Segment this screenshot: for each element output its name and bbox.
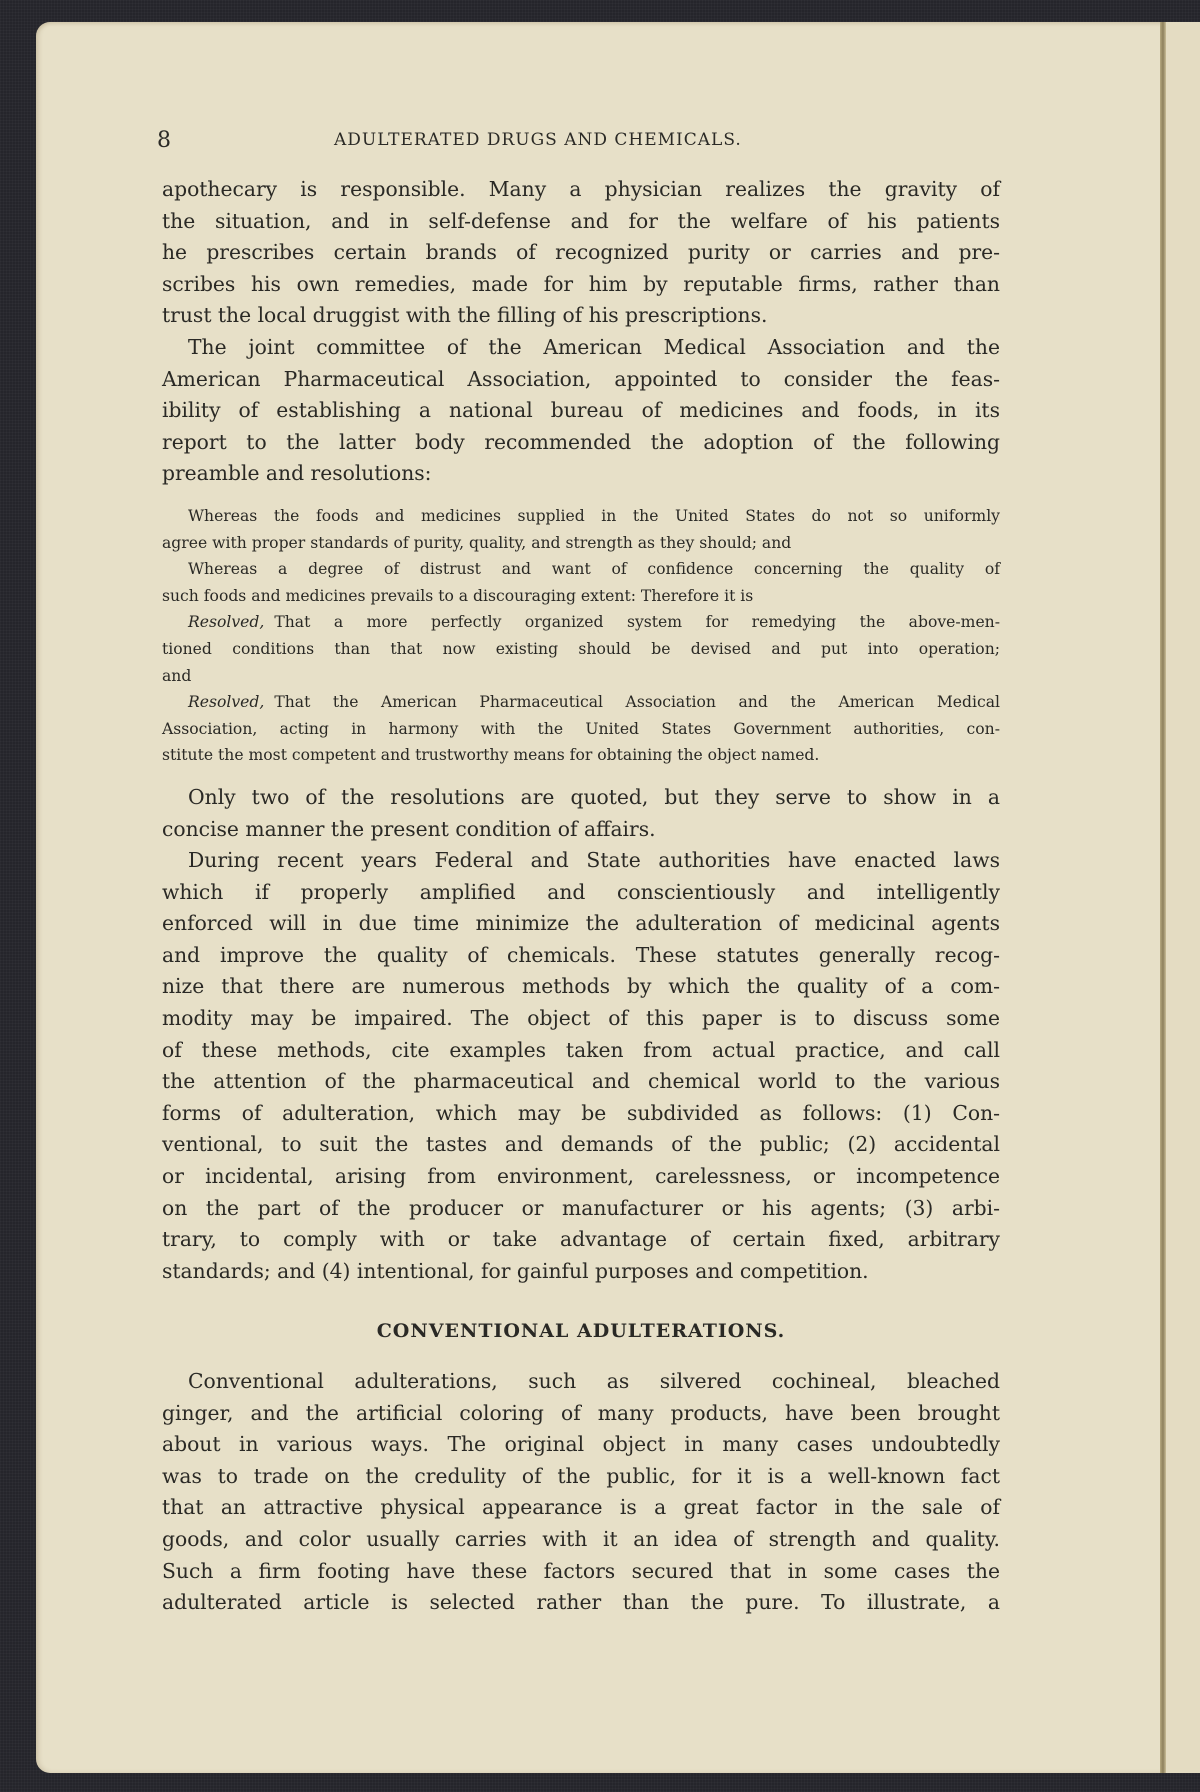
page-number: 8 — [157, 128, 171, 153]
resolutions-block — [162, 503, 1000, 769]
text-line: apothecary is responsible. Many a physician realizes the gravity of — [162, 177, 1000, 201]
text-line: standards; and (4) intentional, for gainful purposes and competition. — [162, 1258, 869, 1283]
text-line: ibility of establishing a national bureau of medicines and foods, in its — [162, 398, 1000, 423]
text-line — [162, 609, 1000, 636]
text-fragment: That a more perfectly organized system for remedying the above-men- — [274, 613, 1000, 632]
running-head — [0, 128, 1200, 152]
text-line: nize that there are numerous methods by which the quality of a com- — [162, 974, 1000, 999]
text-line: ventional, to suit the tastes and demands of the public; (2) accidental — [162, 1132, 1000, 1157]
text-line — [162, 689, 1000, 716]
text-line: the attention of the pharmaceutical and chemical world to the various — [162, 1069, 1000, 1094]
text-line: Whereas the foods and medicines supplied in the United States do not so uniformly — [188, 507, 1000, 525]
text-line: such foods and medicines prevails to a discouraging extent: Therefore it is — [162, 586, 754, 605]
running-title: ADULTERATED DRUGS AND CHEMICALS. — [334, 130, 742, 150]
paragraph-1 — [162, 174, 1000, 332]
text-line: concise manner the present condition of affairs. — [162, 816, 656, 841]
text-line: Whereas a degree of distrust and want of confidence concerning the quality of — [188, 560, 1000, 579]
text-line: Such a firm footing have these factors secured that in some cases the — [162, 1558, 1000, 1583]
text-line: or incidental, arising from environment, carelessness, or incompetence — [162, 1163, 1000, 1188]
text-line: modity may be impaired. The object of this paper is to discuss some — [162, 1005, 1000, 1030]
text-line: of these methods, cite examples taken from actual practice, and call — [162, 1037, 1000, 1062]
text-line: The joint committee of the American Medical Association and the — [188, 335, 1000, 359]
text-line: and improve the quality of chemicals. These statutes generally recog- — [162, 942, 1000, 967]
text-line: about in various ways. The original object in many cases undoubtedly — [162, 1432, 1000, 1457]
text-fragment: That the American Pharmaceutical Association and the American Medical — [274, 693, 1000, 712]
text-line: adulterated article is selected rather than the pure. To illustrate, a — [162, 1590, 1000, 1615]
text-line: forms of adulteration, which may be subdivided as follows: (1) Con- — [162, 1100, 1000, 1125]
text-line: tioned conditions than that now existing should be devised and put into operation; — [162, 639, 1000, 658]
text-line: American Pharmaceutical Association, appointed to consider the feas- — [162, 366, 1000, 391]
paragraph-4 — [162, 845, 1000, 1287]
text-line: agree with proper standards of purity, quality, and strength as they should; and — [162, 533, 792, 552]
text-line: report to the latter body recommended the adoption of the following — [162, 429, 1000, 454]
resolved-label: Resolved, — [188, 693, 265, 712]
text-line: that an attractive physical appearance is a great factor in the sale of — [162, 1495, 1000, 1520]
facing-page-edge — [1166, 22, 1200, 1773]
text-line: goods, and color usually carries with it an idea of strength and quality. — [162, 1526, 1000, 1551]
text-line: Conventional adulterations, such as silvered cochineal, bleached — [188, 1369, 1000, 1393]
paragraph-5 — [162, 1366, 1000, 1619]
paragraph-3 — [162, 782, 1000, 845]
text-line: the situation, and in self-defense and for the welfare of his patients — [162, 208, 1000, 233]
section-heading: CONVENTIONAL ADULTERATIONS. — [376, 1320, 786, 1342]
text-line: scribes his own remedies, made for him by reputable firms, rather than — [162, 271, 1000, 296]
text-line: which if properly amplified and conscientiously and intelligently — [162, 879, 1000, 904]
text-line: Only two of the resolutions are quoted, but they serve to show in a — [188, 785, 1000, 809]
paragraph-2 — [162, 332, 1000, 490]
text-line: stitute the most competent and trustworthy means for obtaining the object named. — [162, 746, 820, 765]
text-line: and — [162, 666, 192, 685]
text-line: Association, acting in harmony with the United States Government authorities, con- — [162, 719, 1000, 738]
text-line: trary, to comply with or take advantage of certain fixed, arbitrary — [162, 1227, 1000, 1252]
text-line: was to trade on the credulity of the public, for it is a well-known fact — [162, 1463, 1000, 1488]
text-line: ginger, and the artificial coloring of many products, have been brought — [162, 1400, 1000, 1425]
text-line: enforced will in due time minimize the adulteration of medicinal agents — [162, 911, 1000, 936]
text-line: trust the local druggist with the filling of his prescriptions. — [162, 303, 768, 328]
text-line: he prescribes certain brands of recognized purity or carries and pre- — [162, 240, 1000, 265]
text-line: preamble and resolutions: — [162, 461, 432, 486]
resolved-label: Resolved, — [188, 613, 265, 632]
text-line: on the part of the producer or manufacturer or his agents; (3) arbi- — [162, 1195, 1000, 1220]
text-line: During recent years Federal and State authorities have enacted laws — [188, 848, 1000, 872]
